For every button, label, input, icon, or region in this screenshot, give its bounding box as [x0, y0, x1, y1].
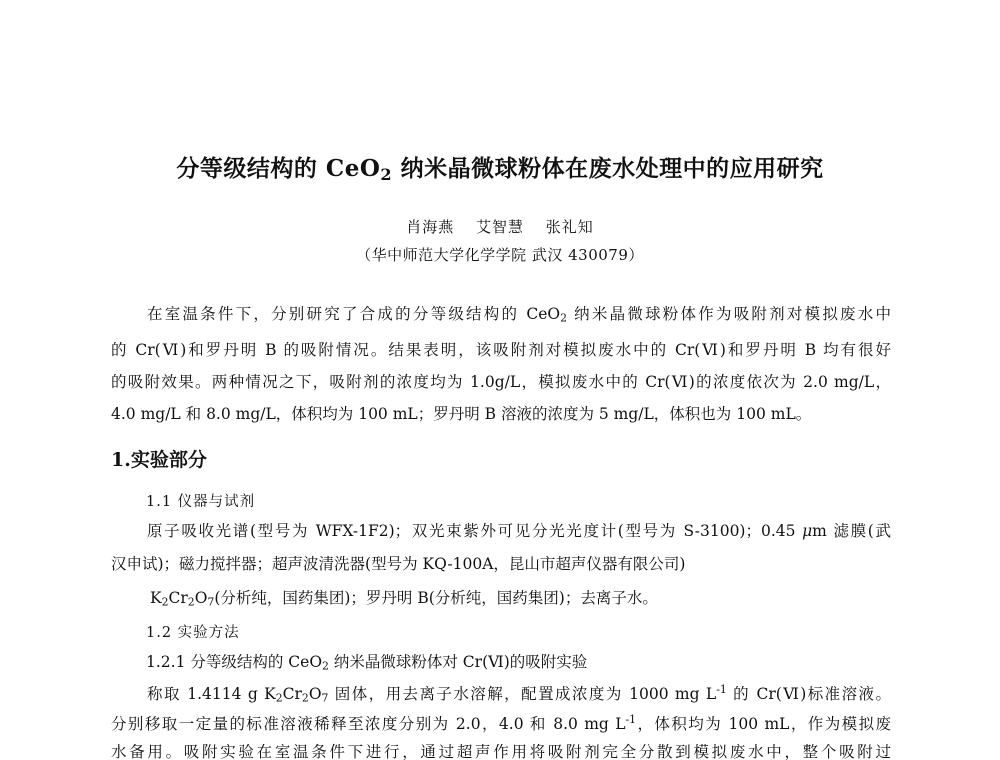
reagents-line: $K_2Cr_2O_7$(分析纯，国药集团)；罗丹明 B(分析纯，国药集团)；去离子水。 — [150, 589, 658, 608]
abstract-line-3: 的吸附效果。两种情况之下，吸附剂的浓度均为 1.0g/L，模拟废水中的 Cr(Ⅵ)的浓度依次为 2.0 mg/L， — [111, 373, 891, 391]
method-line-3: 水备用。吸附实验在室温条件下进行，通过超声作用将吸附剂完全分散到模拟废水中，整个吸附过 — [111, 743, 891, 760]
method-line-1: 称取 1.4114 g $K_2Cr_2O_7$ 固体，用去离子水溶解，配置成浓度为 1000 mg $L^{-1}$ 的 Cr(Ⅵ)标准溶液。 — [147, 684, 891, 704]
section-heading-1: 1.实验部分 — [111, 449, 207, 471]
abstract-line-2: 的 Cr(Ⅵ)和罗丹明 B 的吸附情况。结果表明，该吸附剂对模拟废水中的 Cr(Ⅵ)和罗丹明 B 均有很好 — [111, 341, 891, 359]
instruments-line-1: 原子吸收光谱(型号为 WFX-1F2)；双光束紫外可见分光光度计(型号为 S-3100)；0.45 μm 滤膜(武 — [147, 522, 891, 540]
abstract-line-1: 在室温条件下，分别研究了合成的分等级结构的 CeO$_2$ 纳米晶微球粉体作为吸附剂对模拟废水中 — [147, 305, 891, 324]
method-line-2: 分别移取一定量的标准溶液稀释至浓度分别为 2.0，4.0 和 8.0 mg $L^{-1}$，体积均为 100 mL，作为模拟废 — [111, 714, 891, 733]
instruments-line-2: 汉申试)；磁力搅拌器；超声波清洗器(型号为 KQ-100A，昆山市超声仪器有限公司) — [111, 555, 686, 573]
subsection-heading-1-1: 1.1 仪器与试剂 — [146, 494, 256, 510]
subsection-heading-1-2: 1.2 实验方法 — [146, 625, 240, 641]
affiliation: （华中师范大学化学学院 武汉 430079） — [356, 246, 644, 264]
subsubsection-heading-1-2-1: 1.2.1 分等级结构的 CeO$_2$ 纳米晶微球粉体对 Cr(Ⅵ)的吸附实验 — [146, 653, 588, 672]
authors: 肖海燕 艾智慧 张礼知 — [406, 218, 594, 236]
paper-title: 分等级结构的 CeO$_2$ 纳米晶微球粉体在废水处理中的应用研究 — [176, 155, 824, 185]
abstract-line-4: 4.0 mg/L 和 8.0 mg/L，体积均为 100 mL；罗丹明 B 溶液的浓度为 5 mg/L，体积也为 100 mL。 — [111, 405, 812, 423]
